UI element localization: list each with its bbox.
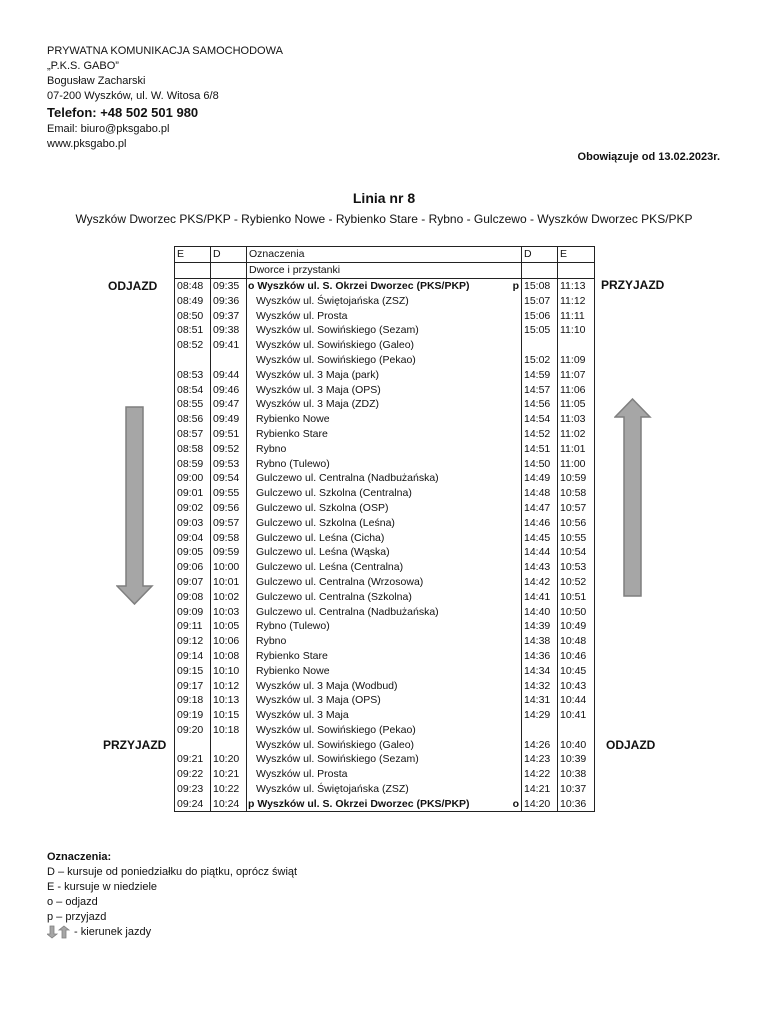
time-d-return: 14:39: [522, 619, 558, 634]
table-row: [175, 634, 595, 649]
table-row: [175, 412, 595, 427]
time-e-outbound: 08:56: [175, 412, 211, 427]
table-row: [175, 293, 595, 308]
down-arrow-icon: [116, 406, 154, 606]
stop-cell: [247, 367, 522, 382]
stop-cell: [247, 323, 522, 338]
stop-cell: [247, 471, 522, 486]
time-d-return: 14:40: [522, 604, 558, 619]
table-row: [175, 427, 595, 442]
time-d-outbound: 09:41: [211, 338, 247, 353]
stop-cell: [247, 575, 522, 590]
time-e-outbound: 09:23: [175, 782, 211, 797]
stop-name: Wyszków ul. Prosta: [256, 768, 348, 781]
time-d-outbound: 09:58: [211, 530, 247, 545]
time-d-return: 14:57: [522, 382, 558, 397]
stop-cell: [247, 353, 522, 368]
stop-name: Gulczewo ul. Centralna (Wrzosowa): [256, 575, 424, 588]
stop-name: Gulczewo ul. Leśna (Wąska): [256, 546, 390, 559]
table-header-cell: E: [558, 247, 595, 263]
time-d-outbound: 09:46: [211, 382, 247, 397]
time-d-outbound: 09:47: [211, 397, 247, 412]
time-e-return: 11:13: [558, 278, 595, 293]
time-d-outbound: 10:08: [211, 649, 247, 664]
company-header: [47, 44, 283, 152]
time-d-outbound: 09:52: [211, 441, 247, 456]
legend-item: p – przyjazd: [47, 911, 107, 923]
time-e-return: 11:00: [558, 456, 595, 471]
time-e-return: 10:41: [558, 708, 595, 723]
time-d-return: 14:22: [522, 767, 558, 782]
label-odjazd-right: ODJAZD: [606, 738, 656, 752]
stop-cell: [247, 338, 522, 353]
stop-name: Wyszków ul. Świętojańska (ZSZ): [256, 783, 409, 796]
legend-arrows-text: - kierunek jazdy: [71, 926, 152, 938]
time-e-return: 11:12: [558, 293, 595, 308]
time-d-return: 15:02: [522, 353, 558, 368]
stop-name: Rybienko Nowe: [256, 664, 330, 677]
company-website: www.pksgabo.pl: [47, 138, 127, 150]
stop-cell: [247, 486, 522, 501]
stop-mark-right: p: [512, 279, 519, 292]
time-d-outbound: 10:02: [211, 589, 247, 604]
stop-name: Rybienko Stare: [256, 427, 328, 440]
time-d-return: 14:43: [522, 560, 558, 575]
stop-cell: [247, 649, 522, 664]
table-row: [175, 323, 595, 338]
time-d-outbound: 09:53: [211, 456, 247, 471]
time-d-outbound: 10:10: [211, 663, 247, 678]
table-row: [175, 767, 595, 782]
time-e-outbound: 08:57: [175, 427, 211, 442]
time-d-return: 14:36: [522, 649, 558, 664]
stop-cell: [247, 782, 522, 797]
time-d-return: 14:49: [522, 471, 558, 486]
table-row: [175, 560, 595, 575]
stop-name: Wyszków ul. Sowińskiego (Galeo): [256, 738, 415, 751]
stop-name: Gulczewo ul. Szkolna (Leśna): [256, 516, 395, 529]
table-header-cell: D: [211, 247, 247, 263]
stop-name: Wyszków ul. 3 Maja (Wodbud): [256, 679, 398, 692]
legend-item: D – kursuje od poniedziałku do piątku, oprócz świąt: [47, 866, 298, 878]
stop-name: Wyszków ul. Sowińskiego (Pekao): [256, 353, 416, 366]
time-e-return: 10:54: [558, 545, 595, 560]
time-d-return: 14:29: [522, 708, 558, 723]
time-e-outbound: 08:49: [175, 293, 211, 308]
time-d-return: 14:52: [522, 427, 558, 442]
label-przyjazd-left: PRZYJAZD: [103, 738, 167, 752]
time-e-outbound: 08:53: [175, 367, 211, 382]
stop-name: Rybno (Tulewo): [256, 620, 330, 633]
time-d-outbound: 10:18: [211, 723, 247, 738]
table-row: [175, 471, 595, 486]
time-e-outbound: 09:18: [175, 693, 211, 708]
time-e-outbound: 09:14: [175, 649, 211, 664]
stop-name: Gulczewo ul. Centralna (Nadbużańska): [256, 472, 439, 485]
stop-cell: [247, 427, 522, 442]
time-e-return: 10:56: [558, 515, 595, 530]
time-d-outbound: 10:12: [211, 678, 247, 693]
time-d-outbound: 09:51: [211, 427, 247, 442]
time-e-return: 10:37: [558, 782, 595, 797]
time-d-outbound: 09:36: [211, 293, 247, 308]
time-e-return: 10:46: [558, 649, 595, 664]
stop-name: Rybno: [256, 635, 287, 648]
time-d-return: 14:47: [522, 501, 558, 516]
time-d-return: 14:50: [522, 456, 558, 471]
table-header-cell: E: [175, 247, 211, 263]
time-d-return: 14:23: [522, 752, 558, 767]
time-d-outbound: [211, 353, 247, 368]
time-d-return: 14:56: [522, 397, 558, 412]
stop-name: Wyszków ul. Sowińskiego (Sezam): [256, 324, 419, 337]
time-e-outbound: 09:22: [175, 767, 211, 782]
table-row: [175, 441, 595, 456]
time-d-return: 14:42: [522, 575, 558, 590]
stop-name: Wyszków ul. S. Okrzei Dworzec (PKS/PKP): [257, 279, 470, 292]
time-e-return: 10:49: [558, 619, 595, 634]
time-e-outbound: 08:55: [175, 397, 211, 412]
time-e-return: 11:09: [558, 353, 595, 368]
time-e-outbound: 09:01: [175, 486, 211, 501]
stop-mark-left: o: [248, 279, 255, 292]
time-e-outbound: 09:15: [175, 663, 211, 678]
time-e-return: 10:39: [558, 752, 595, 767]
time-d-return: 14:41: [522, 589, 558, 604]
time-d-outbound: 10:20: [211, 752, 247, 767]
table-row: [175, 397, 595, 412]
table-row: [175, 367, 595, 382]
time-e-outbound: 08:50: [175, 308, 211, 323]
table-subheader: Dworce i przystanki: [247, 262, 522, 278]
time-d-return: 14:26: [522, 737, 558, 752]
table-row: [175, 486, 595, 501]
table-row: [175, 278, 595, 293]
time-e-outbound: 08:59: [175, 456, 211, 471]
company-phone: Telefon: +48 502 501 980: [47, 105, 199, 120]
stop-cell: [247, 515, 522, 530]
time-e-outbound: 08:52: [175, 338, 211, 353]
time-e-return: 10:38: [558, 767, 595, 782]
stop-cell: [247, 723, 522, 738]
stop-name: Wyszków ul. 3 Maja: [256, 709, 349, 722]
time-e-return: 10:55: [558, 530, 595, 545]
time-e-return: 11:03: [558, 412, 595, 427]
time-e-return: 10:43: [558, 678, 595, 693]
stop-cell: [247, 619, 522, 634]
time-e-outbound: 09:09: [175, 604, 211, 619]
stop-cell: [247, 501, 522, 516]
time-e-outbound: 09:24: [175, 796, 211, 811]
table-row: [175, 575, 595, 590]
time-e-return: 10:44: [558, 693, 595, 708]
time-d-outbound: 09:35: [211, 278, 247, 293]
stop-name: Gulczewo ul. Centralna (Nadbużańska): [256, 605, 439, 618]
time-d-return: [522, 723, 558, 738]
time-e-outbound: 09:17: [175, 678, 211, 693]
time-e-return: 10:50: [558, 604, 595, 619]
table-row: [175, 723, 595, 738]
time-d-return: 14:46: [522, 515, 558, 530]
time-e-return: [558, 338, 595, 353]
stop-cell: [247, 293, 522, 308]
time-d-outbound: 09:55: [211, 486, 247, 501]
time-e-outbound: 09:19: [175, 708, 211, 723]
table-row: [175, 796, 595, 811]
time-d-return: 14:21: [522, 782, 558, 797]
table-header-row: [175, 247, 595, 263]
stop-name: Rybno (Tulewo): [256, 457, 330, 470]
time-d-outbound: 10:03: [211, 604, 247, 619]
label-przyjazd-right: PRZYJAZD: [601, 278, 665, 292]
time-d-outbound: 09:57: [211, 515, 247, 530]
company-address: 07-200 Wyszków, ul. W. Witosa 6/8: [47, 90, 219, 102]
table-row: [175, 752, 595, 767]
time-e-return: 11:11: [558, 308, 595, 323]
time-e-outbound: 09:04: [175, 530, 211, 545]
time-e-outbound: 08:51: [175, 323, 211, 338]
time-d-return: 14:20: [522, 796, 558, 811]
valid-from: Obowiązuje od 13.02.2023r.: [577, 151, 720, 163]
time-d-return: 15:05: [522, 323, 558, 338]
time-e-return: 10:51: [558, 589, 595, 604]
time-e-outbound: 09:20: [175, 723, 211, 738]
stop-cell: [247, 634, 522, 649]
legend-item: o – odjazd: [47, 896, 98, 908]
time-d-return: 14:45: [522, 530, 558, 545]
stop-mark-left: p: [248, 797, 255, 810]
time-d-outbound: 09:37: [211, 308, 247, 323]
time-d-return: 14:32: [522, 678, 558, 693]
table-row: [175, 338, 595, 353]
time-e-return: 10:57: [558, 501, 595, 516]
time-e-outbound: 08:48: [175, 278, 211, 293]
legend-item: E - kursuje w niedziele: [47, 881, 158, 893]
time-e-outbound: 09:06: [175, 560, 211, 575]
time-d-outbound: 09:54: [211, 471, 247, 486]
company-owner: Bogusław Zacharski: [47, 75, 146, 87]
stop-cell: [247, 767, 522, 782]
time-e-outbound: 09:03: [175, 515, 211, 530]
time-e-return: 11:06: [558, 382, 595, 397]
table-row: [175, 353, 595, 368]
time-d-outbound: 09:56: [211, 501, 247, 516]
time-d-outbound: 10:05: [211, 619, 247, 634]
time-d-outbound: 10:24: [211, 796, 247, 811]
time-d-return: 14:48: [522, 486, 558, 501]
time-e-return: 11:07: [558, 367, 595, 382]
stop-cell: [247, 545, 522, 560]
time-e-return: 10:53: [558, 560, 595, 575]
table-row: [175, 693, 595, 708]
stop-cell: [247, 412, 522, 427]
table-header-cell: D: [522, 247, 558, 263]
legend-arrows-row: [47, 925, 297, 940]
time-e-return: 10:45: [558, 663, 595, 678]
time-d-return: 14:31: [522, 693, 558, 708]
timetable: [174, 246, 595, 812]
time-e-outbound: [175, 737, 211, 752]
table-row: [175, 663, 595, 678]
table-row: [175, 782, 595, 797]
time-e-outbound: 09:11: [175, 619, 211, 634]
stop-name: Wyszków ul. Sowińskiego (Galeo): [256, 339, 415, 352]
stop-name: Gulczewo ul. Szkolna (Centralna): [256, 487, 412, 500]
stop-name: Gulczewo ul. Leśna (Cicha): [256, 531, 385, 544]
time-e-return: 10:52: [558, 575, 595, 590]
time-e-outbound: 08:54: [175, 382, 211, 397]
stop-name: Wyszków ul. 3 Maja (park): [256, 368, 380, 381]
time-d-return: 15:06: [522, 308, 558, 323]
time-d-outbound: [211, 737, 247, 752]
company-name: PRYWATNA KOMUNIKACJA SAMOCHODOWA: [47, 45, 283, 57]
time-d-outbound: 10:06: [211, 634, 247, 649]
time-e-outbound: 09:08: [175, 589, 211, 604]
time-d-return: 15:08: [522, 278, 558, 293]
time-d-outbound: 09:38: [211, 323, 247, 338]
up-arrow-icon: [614, 398, 652, 598]
table-row: [175, 619, 595, 634]
legend-title: Oznaczenia:: [47, 851, 112, 863]
stop-mark-right: o: [512, 797, 519, 810]
time-d-outbound: 09:49: [211, 412, 247, 427]
line-title: Linia nr 8: [352, 190, 416, 206]
time-d-outbound: 10:01: [211, 575, 247, 590]
stop-name: Wyszków ul. 3 Maja (OPS): [256, 383, 381, 396]
stop-cell: [247, 456, 522, 471]
time-e-return: 11:05: [558, 397, 595, 412]
stop-cell: [247, 441, 522, 456]
stop-cell: [247, 693, 522, 708]
table-row: [175, 308, 595, 323]
stop-name: Wyszków ul. 3 Maja (ZDZ): [256, 398, 380, 411]
stop-name: Wyszków ul. Świętojańska (ZSZ): [256, 294, 409, 307]
stop-name: Gulczewo ul. Centralna (Szkolna): [256, 590, 412, 603]
table-row: [175, 545, 595, 560]
table-subheader-row: [175, 262, 595, 278]
stop-cell: [247, 663, 522, 678]
time-e-return: [558, 723, 595, 738]
time-e-outbound: 09:21: [175, 752, 211, 767]
time-e-return: 11:10: [558, 323, 595, 338]
stop-cell: [247, 382, 522, 397]
stop-cell: [247, 560, 522, 575]
stop-cell: [247, 708, 522, 723]
table-row: [175, 501, 595, 516]
table-row: [175, 456, 595, 471]
legend: [47, 850, 297, 940]
time-e-return: 10:36: [558, 796, 595, 811]
stop-cell: [247, 308, 522, 323]
time-e-outbound: 09:07: [175, 575, 211, 590]
time-e-return: 10:40: [558, 737, 595, 752]
time-e-outbound: 08:58: [175, 441, 211, 456]
time-d-return: 14:54: [522, 412, 558, 427]
table-row: [175, 678, 595, 693]
route-description: Wyszków Dworzec PKS/PKP - Rybienko Nowe - Rybienko Stare - Rybno - Gulczewo - Wyszków Dworzec PKS/PKP: [75, 212, 693, 226]
time-d-outbound: 09:59: [211, 545, 247, 560]
time-d-return: 14:34: [522, 663, 558, 678]
direction-arrows-icon: [47, 925, 71, 939]
stop-cell: [247, 678, 522, 693]
time-d-return: 14:51: [522, 441, 558, 456]
time-d-return: [522, 338, 558, 353]
time-d-outbound: 10:00: [211, 560, 247, 575]
stop-name: Rybienko Stare: [256, 649, 328, 662]
stop-cell: [247, 737, 522, 752]
stop-cell: [247, 589, 522, 604]
company-email: Email: biuro@pksgabo.pl: [47, 123, 170, 135]
stop-cell: [247, 752, 522, 767]
stop-cell: [247, 604, 522, 619]
time-d-outbound: 10:21: [211, 767, 247, 782]
table-row: [175, 382, 595, 397]
table-row: [175, 515, 595, 530]
stop-cell: [247, 397, 522, 412]
time-d-outbound: 10:22: [211, 782, 247, 797]
time-d-return: 15:07: [522, 293, 558, 308]
time-e-outbound: 09:00: [175, 471, 211, 486]
time-d-return: 14:44: [522, 545, 558, 560]
table-row: [175, 604, 595, 619]
stop-cell: [247, 278, 522, 293]
time-e-outbound: [175, 353, 211, 368]
stop-name: Wyszków ul. Sowińskiego (Pekao): [256, 723, 416, 736]
time-d-return: 14:38: [522, 634, 558, 649]
stop-cell: [247, 796, 522, 811]
time-e-outbound: 09:05: [175, 545, 211, 560]
time-d-outbound: 10:15: [211, 708, 247, 723]
time-e-return: 11:02: [558, 427, 595, 442]
stop-name: Wyszków ul. S. Okrzei Dworzec (PKS/PKP): [257, 797, 470, 810]
table-row: [175, 708, 595, 723]
stop-name: Rybienko Nowe: [256, 413, 330, 426]
stop-name: Wyszków ul. Prosta: [256, 309, 348, 322]
stop-name: Rybno: [256, 442, 287, 455]
table-row: [175, 649, 595, 664]
stop-name: Gulczewo ul. Szkolna (OSP): [256, 501, 389, 514]
stop-name: Gulczewo ul. Leśna (Centralna): [256, 561, 404, 574]
time-e-outbound: 09:02: [175, 501, 211, 516]
time-e-return: 10:58: [558, 486, 595, 501]
time-e-outbound: 09:12: [175, 634, 211, 649]
table-row: [175, 589, 595, 604]
stop-name: Wyszków ul. Sowińskiego (Sezam): [256, 753, 419, 766]
stop-cell: [247, 530, 522, 545]
company-brand: „P.K.S. GABO”: [47, 60, 119, 72]
time-d-outbound: 09:44: [211, 367, 247, 382]
table-row: [175, 530, 595, 545]
stop-name: Wyszków ul. 3 Maja (OPS): [256, 694, 381, 707]
table-row: [175, 737, 595, 752]
time-e-return: 10:48: [558, 634, 595, 649]
time-e-return: 10:59: [558, 471, 595, 486]
label-odjazd-left: ODJAZD: [108, 279, 158, 293]
time-e-return: 11:01: [558, 441, 595, 456]
table-header-cell: Oznaczenia: [247, 247, 522, 263]
time-d-return: 14:59: [522, 367, 558, 382]
time-d-outbound: 10:13: [211, 693, 247, 708]
